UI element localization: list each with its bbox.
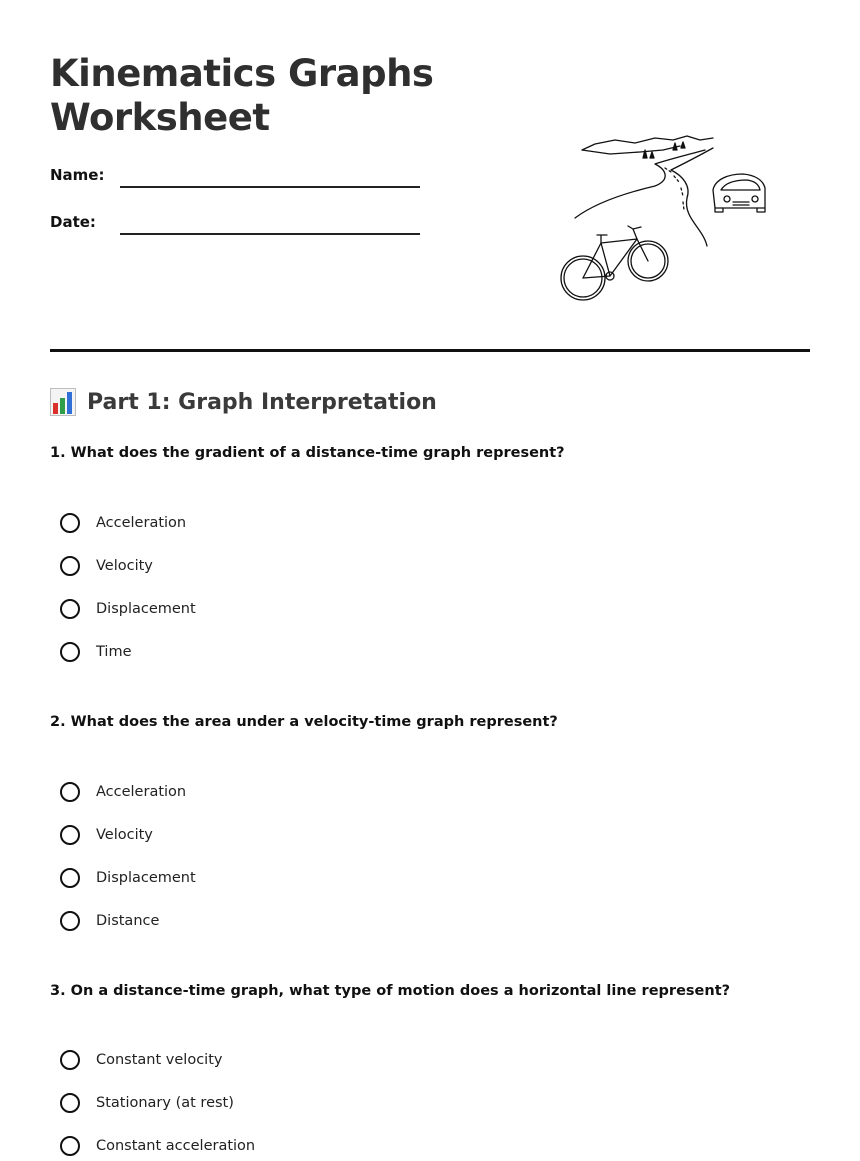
radio-button[interactable]: [60, 868, 80, 888]
q1-option-4[interactable]: [60, 639, 132, 665]
radio-button[interactable]: [60, 782, 80, 802]
radio-button[interactable]: [60, 911, 80, 931]
option-label: Displacement: [96, 870, 196, 886]
q2-option-2[interactable]: [60, 822, 153, 848]
option-label: Acceleration: [96, 515, 187, 531]
radio-button[interactable]: [60, 642, 80, 662]
q2-option-4[interactable]: [60, 908, 159, 934]
date-field[interactable]: [50, 213, 422, 243]
radio-button[interactable]: [60, 1136, 80, 1156]
question-3: 3. On a distance-time graph, what type of motion does a horizontal line represent?: [50, 983, 731, 999]
option-label: Constant velocity: [96, 1052, 223, 1068]
title-line-1: Kinematics Graphs: [50, 52, 434, 95]
radio-button[interactable]: [60, 556, 80, 576]
q1-option-3[interactable]: [60, 596, 196, 622]
section-heading: [50, 388, 437, 416]
q1-option-2[interactable]: [60, 553, 153, 579]
name-field[interactable]: [50, 166, 422, 196]
option-label: Acceleration: [96, 784, 187, 800]
q1-option-1[interactable]: [60, 510, 186, 536]
radio-button[interactable]: [60, 1050, 80, 1070]
bicycle-road-car-illustration: [555, 128, 775, 308]
radio-button[interactable]: [60, 513, 80, 533]
option-label: Velocity: [96, 827, 153, 843]
q3-option-2[interactable]: [60, 1090, 234, 1116]
date-label: Date:: [50, 213, 96, 231]
section-title: Part 1: Graph Interpretation: [87, 389, 437, 415]
title-line-2: Worksheet: [50, 96, 270, 139]
radio-button[interactable]: [60, 1093, 80, 1113]
option-label: Stationary (at rest): [96, 1095, 234, 1111]
q2-option-3[interactable]: [60, 865, 196, 891]
q3-option-1[interactable]: [60, 1047, 222, 1073]
q3-option-3[interactable]: [60, 1133, 255, 1159]
date-input-line[interactable]: [120, 233, 420, 235]
option-label: Displacement: [96, 601, 196, 617]
section-divider: [50, 349, 810, 352]
option-label: Velocity: [96, 558, 153, 574]
radio-button[interactable]: [60, 599, 80, 619]
question-1: 1. What does the gradient of a distance-time graph represent?: [50, 445, 565, 461]
radio-button[interactable]: [60, 825, 80, 845]
bar-chart-icon: [50, 388, 76, 416]
name-input-line[interactable]: [120, 186, 420, 188]
option-label: Time: [96, 644, 132, 660]
option-label: Constant acceleration: [96, 1138, 256, 1154]
option-label: Distance: [96, 913, 160, 929]
page-title: [50, 52, 433, 140]
name-label: Name:: [50, 166, 105, 184]
question-2: 2. What does the area under a velocity-time graph represent?: [50, 714, 558, 730]
q2-option-1[interactable]: [60, 779, 186, 805]
